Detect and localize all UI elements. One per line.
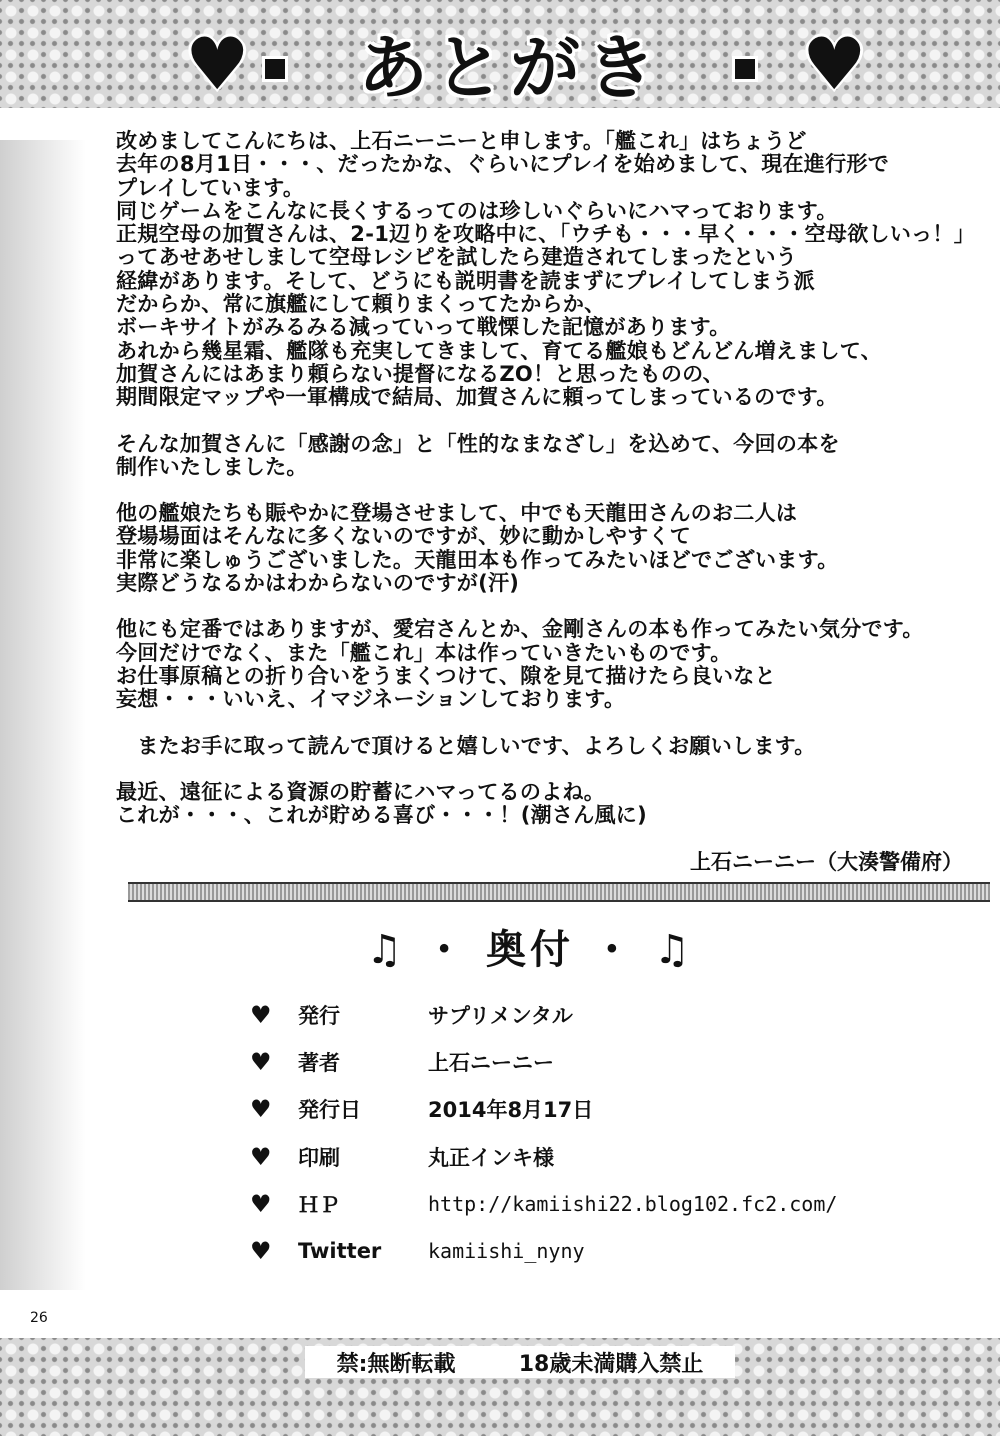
text-line: 登場場面はそんなに多くないのですが、妙に動かしやすくて bbox=[116, 524, 692, 549]
colophon-value: 上石ニーニー bbox=[428, 1051, 554, 1075]
author-signature: 上石ニーニー（大湊警備府） bbox=[690, 850, 963, 874]
text-line: 同じゲームをこんなに長くするってのは珍しいぐらいにハマっております。 bbox=[116, 198, 838, 223]
age-restriction-notice: 18歳未満購入禁止 bbox=[518, 1351, 704, 1377]
footer-notice bbox=[305, 1346, 735, 1378]
colophon-label: 発行日 bbox=[298, 1098, 361, 1122]
afterword-paragraph-2 bbox=[116, 433, 986, 480]
colophon-label: Twitter bbox=[298, 1239, 382, 1263]
page-title: あとがき bbox=[358, 26, 662, 109]
text-line: 他の艦娘たちも賑やかに登場させまして、中でも天龍田さんのお二人は bbox=[116, 501, 798, 526]
heart-icon: ♥ bbox=[250, 1143, 272, 1171]
colophon-value: サプリメンタル bbox=[428, 1004, 573, 1028]
text-line: ボーキサイトがみるみる減っていって戦慄した記憶があります。 bbox=[116, 315, 731, 340]
colophon-value: 丸正インキ様 bbox=[428, 1146, 554, 1170]
text-line: ってあせあせしまして空母レシピを試したら建造されてしまったという bbox=[116, 245, 798, 270]
colophon-value: 2014年8月17日 bbox=[428, 1098, 594, 1122]
colophon-row-publisher bbox=[250, 1000, 573, 1030]
afterword-paragraph-6 bbox=[116, 781, 986, 828]
section-divider bbox=[128, 882, 990, 902]
heart-icon: ♥ bbox=[250, 1237, 272, 1265]
text-line: 加賀さんにはあまり頼らない提督になるZO！と思ったものの、 bbox=[116, 361, 724, 386]
text-line: 去年の8月1日・・・、だったかな、ぐらいにプレイを始めまして、現在進行形で bbox=[116, 152, 890, 177]
title-dot-right bbox=[732, 56, 758, 82]
heart-icon-right: ♥ bbox=[802, 22, 867, 106]
colophon-row-date bbox=[250, 1094, 593, 1124]
no-reprint-notice: 禁:無断転載 bbox=[336, 1351, 456, 1377]
heart-icon: ♥ bbox=[250, 1001, 272, 1029]
colophon-label: 印刷 bbox=[298, 1146, 340, 1170]
colophon-row-homepage bbox=[250, 1189, 837, 1219]
colophon-label: ＨＰ bbox=[298, 1193, 340, 1217]
text-line: これが・・・、これが貯める喜び・・・！(潮さん風に) bbox=[116, 803, 647, 828]
text-line: 妄想・・・いいえ、イマジネーションしております。 bbox=[116, 687, 626, 712]
text-line: 期間限定マップや一軍構成で結局、加賀さんに頼ってしまっているのです。 bbox=[116, 385, 838, 410]
left-gradient-strip bbox=[0, 140, 86, 1290]
colophon-label: 発行 bbox=[298, 1004, 340, 1028]
afterword-paragraph-1 bbox=[116, 130, 986, 410]
afterword-paragraph-3 bbox=[116, 502, 986, 595]
colophon-title: ♫ ・ 奥付 ・ ♫ bbox=[366, 927, 694, 973]
text-line: プレイしています。 bbox=[116, 175, 305, 200]
text-line: 制作いたしました。 bbox=[116, 454, 308, 479]
text-line: だからか、常に旗艦にして頼りまくってたからか、 bbox=[116, 292, 606, 317]
colophon-row-twitter bbox=[250, 1236, 585, 1266]
text-line: 正規空母の加賀さんは、2-1辺りを攻略中に、「ウチも・・・早く・・・空母欲しいっ！」 bbox=[116, 222, 976, 247]
twitter-handle[interactable]: kamiishi_nyny bbox=[428, 1239, 585, 1263]
text-line: 実際どうなるかはわからないのですが(汗) bbox=[116, 571, 520, 596]
homepage-link[interactable]: http://kamiishi22.blog102.fc2.com/ bbox=[428, 1192, 838, 1216]
text-line: 非常に楽しゅうございました。天龍田本も作ってみたいほどでございます。 bbox=[116, 547, 839, 572]
text-line: あれから幾星霜、艦隊も充実してきまして、育てる艦娘もどんどん増えまして、 bbox=[116, 338, 882, 363]
text-line: 改めましてこんにちは、上石ニーニーと申します。「艦これ」はちょうど bbox=[116, 129, 807, 153]
text-line: 経緯があります。そして、どうにも説明書を読まずにプレイしてしまう派 bbox=[116, 268, 815, 293]
heart-icon-left: ♥ bbox=[185, 22, 250, 106]
text-line: 最近、遠征による資源の貯蓄にハマってるのよね。 bbox=[116, 779, 606, 804]
text-line: またお手に取って読んで頂けると嬉しいです、よろしくお願いします。 bbox=[116, 733, 816, 758]
heart-icon: ♥ bbox=[250, 1048, 272, 1076]
heart-icon: ♥ bbox=[250, 1190, 272, 1218]
afterword-paragraph-5 bbox=[116, 735, 986, 758]
afterword-paragraph-4 bbox=[116, 618, 986, 711]
text-line: 今回だけでなく、また「艦これ」本は作っていきたいものです。 bbox=[116, 640, 732, 665]
page-number: 26 bbox=[30, 1310, 48, 1326]
text-line: そんな加賀さんに「感謝の念」と「性的なまなざし」を込めて、今回の本を bbox=[116, 431, 840, 456]
colophon-row-author bbox=[250, 1047, 554, 1077]
colophon-row-printer bbox=[250, 1142, 554, 1172]
afterword-body bbox=[116, 130, 986, 827]
text-line: 他にも定番ではありますが、愛宕さんとか、金剛さんの本も作ってみたい気分です。 bbox=[116, 617, 924, 642]
colophon-label: 著者 bbox=[298, 1051, 340, 1075]
heart-icon: ♥ bbox=[250, 1095, 272, 1123]
text-line: お仕事原稿との折り合いをうまくつけて、隙を見て描けたら良いなと bbox=[116, 663, 776, 688]
